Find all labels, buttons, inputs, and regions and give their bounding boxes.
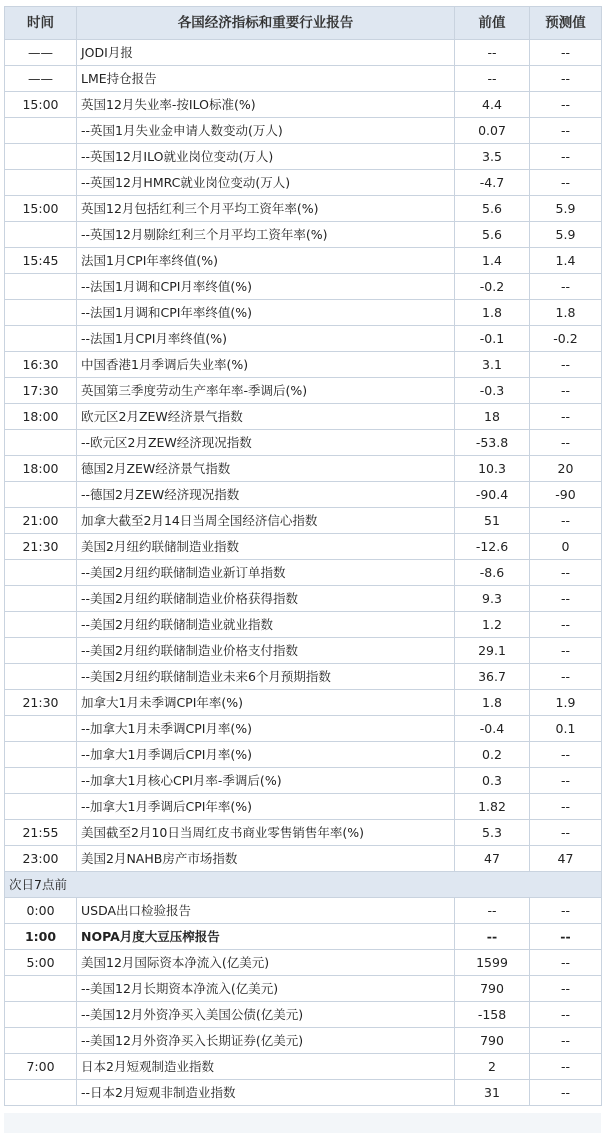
- forecast-value: --: [530, 768, 602, 794]
- indicator-name: --加拿大1月核心CPI月率-季调后(%): [77, 768, 455, 794]
- indicator-name: --英国12月HMRC就业岗位变动(万人): [77, 170, 455, 196]
- table-header-row: [5, 7, 602, 40]
- table-row: [5, 1002, 602, 1028]
- table-row: [5, 950, 602, 976]
- table-row: [5, 768, 602, 794]
- forecast-value: 20: [530, 456, 602, 482]
- table-row: [5, 1028, 602, 1054]
- previous-value: 4.4: [455, 92, 530, 118]
- previous-value: 1.8: [455, 690, 530, 716]
- event-time: [5, 794, 77, 820]
- forecast-value: --: [530, 820, 602, 846]
- previous-value: 5.6: [455, 196, 530, 222]
- table-row: [5, 170, 602, 196]
- forecast-value: --: [530, 1080, 602, 1106]
- event-time: [5, 1028, 77, 1054]
- forecast-value: --: [530, 950, 602, 976]
- forecast-value: --: [530, 378, 602, 404]
- indicator-name: --美国12月外资净买入美国公债(亿美元): [77, 1002, 455, 1028]
- table-row: [5, 820, 602, 846]
- event-time: 21:30: [5, 690, 77, 716]
- event-time: [5, 768, 77, 794]
- indicator-name: --欧元区2月ZEW经济现况指数: [77, 430, 455, 456]
- event-time: 5:00: [5, 950, 77, 976]
- event-time: ——: [5, 40, 77, 66]
- indicator-name: --美国2月纽约联储制造业未来6个月预期指数: [77, 664, 455, 690]
- event-time: 1:00: [5, 924, 77, 950]
- indicator-name: --美国12月长期资本净流入(亿美元): [77, 976, 455, 1002]
- previous-value: -12.6: [455, 534, 530, 560]
- indicator-name: 美国12月国际资本净流入(亿美元): [77, 950, 455, 976]
- forecast-value: --: [530, 1002, 602, 1028]
- previous-value: --: [455, 924, 530, 950]
- forecast-value: --: [530, 586, 602, 612]
- table-row: [5, 482, 602, 508]
- table-row: [5, 144, 602, 170]
- header-indicator: 各国经济指标和重要行业报告: [77, 7, 455, 40]
- forecast-value: --: [530, 612, 602, 638]
- forecast-value: 5.9: [530, 196, 602, 222]
- table-row: [5, 66, 602, 92]
- event-time: ——: [5, 66, 77, 92]
- table-row: [5, 326, 602, 352]
- table-row: [5, 300, 602, 326]
- event-time: [5, 326, 77, 352]
- forecast-value: -0.2: [530, 326, 602, 352]
- event-time: 17:30: [5, 378, 77, 404]
- event-time: 15:00: [5, 92, 77, 118]
- event-time: [5, 1080, 77, 1106]
- table-row: [5, 92, 602, 118]
- indicator-name: 英国12月失业率-按ILO标准(%): [77, 92, 455, 118]
- indicator-name: USDA出口检验报告: [77, 898, 455, 924]
- forecast-value: 5.9: [530, 222, 602, 248]
- previous-value: 1.4: [455, 248, 530, 274]
- indicator-name: NOPA月度大豆压榨报告: [77, 924, 455, 950]
- event-time: [5, 586, 77, 612]
- forecast-value: --: [530, 40, 602, 66]
- forecast-value: --: [530, 794, 602, 820]
- forecast-value: --: [530, 508, 602, 534]
- indicator-name: --加拿大1月季调后CPI月率(%): [77, 742, 455, 768]
- forecast-value: 1.8: [530, 300, 602, 326]
- section-row: [5, 872, 602, 898]
- event-time: [5, 274, 77, 300]
- table-row: [5, 716, 602, 742]
- event-time: [5, 638, 77, 664]
- event-time: 15:00: [5, 196, 77, 222]
- table-row: [5, 40, 602, 66]
- table-row: [5, 456, 602, 482]
- table-row: [5, 196, 602, 222]
- table-row: [5, 404, 602, 430]
- previous-value: 10.3: [455, 456, 530, 482]
- forecast-value: --: [530, 144, 602, 170]
- event-time: [5, 560, 77, 586]
- forecast-value: --: [530, 924, 602, 950]
- table-row: [5, 664, 602, 690]
- forecast-value: --: [530, 118, 602, 144]
- economic-calendar-table: [4, 6, 602, 1106]
- previous-value: 1.82: [455, 794, 530, 820]
- previous-value: 9.3: [455, 586, 530, 612]
- previous-value: -0.2: [455, 274, 530, 300]
- forecast-value: --: [530, 274, 602, 300]
- previous-value: 3.5: [455, 144, 530, 170]
- table-row: [5, 534, 602, 560]
- previous-value: -90.4: [455, 482, 530, 508]
- previous-value: 1.2: [455, 612, 530, 638]
- table-row: [5, 638, 602, 664]
- event-time: 16:30: [5, 352, 77, 378]
- indicator-name: LME持仓报告: [77, 66, 455, 92]
- indicator-name: 欧元区2月ZEW经济景气指数: [77, 404, 455, 430]
- event-time: 18:00: [5, 456, 77, 482]
- table-row: [5, 742, 602, 768]
- event-time: 18:00: [5, 404, 77, 430]
- forecast-value: --: [530, 66, 602, 92]
- forecast-value: --: [530, 404, 602, 430]
- event-time: [5, 482, 77, 508]
- table-row: [5, 118, 602, 144]
- table-row: [5, 898, 602, 924]
- indicator-name: 德国2月ZEW经济景气指数: [77, 456, 455, 482]
- indicator-name: --加拿大1月季调后CPI年率(%): [77, 794, 455, 820]
- indicator-name: 加拿大截至2月14日当周全国经济信心指数: [77, 508, 455, 534]
- event-time: [5, 170, 77, 196]
- table-row: [5, 690, 602, 716]
- indicator-name: --法国1月调和CPI年率终值(%): [77, 300, 455, 326]
- indicator-name: --法国1月CPI月率终值(%): [77, 326, 455, 352]
- table-row: [5, 508, 602, 534]
- table-row: [5, 248, 602, 274]
- previous-value: 51: [455, 508, 530, 534]
- table-row: [5, 612, 602, 638]
- table-row: [5, 586, 602, 612]
- table-row: [5, 976, 602, 1002]
- header-previous: 前值: [455, 7, 530, 40]
- footer-strip: [4, 1113, 601, 1133]
- event-time: [5, 222, 77, 248]
- event-time: 21:55: [5, 820, 77, 846]
- previous-value: --: [455, 898, 530, 924]
- indicator-name: --日本2月短观非制造业指数: [77, 1080, 455, 1106]
- forecast-value: 1.4: [530, 248, 602, 274]
- event-time: [5, 742, 77, 768]
- section-label: 次日7点前: [5, 872, 602, 898]
- indicator-name: 英国12月包括红利三个月平均工资年率(%): [77, 196, 455, 222]
- previous-value: 31: [455, 1080, 530, 1106]
- table-body: [5, 40, 602, 1106]
- indicator-name: 英国第三季度劳动生产率年率-季调后(%): [77, 378, 455, 404]
- indicator-name: --美国2月纽约联储制造业新订单指数: [77, 560, 455, 586]
- forecast-value: -90: [530, 482, 602, 508]
- table-row: [5, 794, 602, 820]
- indicator-name: --美国2月纽约联储制造业价格支付指数: [77, 638, 455, 664]
- event-time: 15:45: [5, 248, 77, 274]
- indicator-name: 加拿大1月未季调CPI年率(%): [77, 690, 455, 716]
- previous-value: 790: [455, 1028, 530, 1054]
- previous-value: 790: [455, 976, 530, 1002]
- forecast-value: --: [530, 742, 602, 768]
- event-time: [5, 300, 77, 326]
- table-row: [5, 1054, 602, 1080]
- previous-value: 0.2: [455, 742, 530, 768]
- header-time: 时间: [5, 7, 77, 40]
- indicator-name: 法国1月CPI年率终值(%): [77, 248, 455, 274]
- forecast-value: --: [530, 664, 602, 690]
- previous-value: --: [455, 40, 530, 66]
- indicator-name: JODI月报: [77, 40, 455, 66]
- event-time: [5, 144, 77, 170]
- indicator-name: --英国12月ILO就业岗位变动(万人): [77, 144, 455, 170]
- previous-value: 2: [455, 1054, 530, 1080]
- header-forecast: 预测值: [530, 7, 602, 40]
- previous-value: 36.7: [455, 664, 530, 690]
- indicator-name: --美国2月纽约联储制造业就业指数: [77, 612, 455, 638]
- event-time: [5, 976, 77, 1002]
- forecast-value: 47: [530, 846, 602, 872]
- previous-value: -0.1: [455, 326, 530, 352]
- indicator-name: --德国2月ZEW经济现况指数: [77, 482, 455, 508]
- forecast-value: --: [530, 352, 602, 378]
- previous-value: 18: [455, 404, 530, 430]
- table-row: [5, 560, 602, 586]
- forecast-value: --: [530, 430, 602, 456]
- previous-value: 0.3: [455, 768, 530, 794]
- event-time: [5, 118, 77, 144]
- previous-value: 0.07: [455, 118, 530, 144]
- event-time: [5, 716, 77, 742]
- event-time: 23:00: [5, 846, 77, 872]
- forecast-value: --: [530, 92, 602, 118]
- forecast-value: --: [530, 170, 602, 196]
- table-row: [5, 1080, 602, 1106]
- previous-value: -53.8: [455, 430, 530, 456]
- indicator-name: 美国2月NAHB房产市场指数: [77, 846, 455, 872]
- event-time: [5, 1002, 77, 1028]
- indicator-name: 中国香港1月季调后失业率(%): [77, 352, 455, 378]
- previous-value: 3.1: [455, 352, 530, 378]
- indicator-name: --法国1月调和CPI月率终值(%): [77, 274, 455, 300]
- table-row: [5, 352, 602, 378]
- event-time: [5, 612, 77, 638]
- event-time: [5, 664, 77, 690]
- table-row: [5, 846, 602, 872]
- previous-value: -0.4: [455, 716, 530, 742]
- indicator-name: --加拿大1月未季调CPI月率(%): [77, 716, 455, 742]
- previous-value: --: [455, 66, 530, 92]
- table-row: [5, 378, 602, 404]
- table-row: [5, 430, 602, 456]
- previous-value: 47: [455, 846, 530, 872]
- forecast-value: --: [530, 1054, 602, 1080]
- forecast-value: 1.9: [530, 690, 602, 716]
- previous-value: 1.8: [455, 300, 530, 326]
- forecast-value: --: [530, 560, 602, 586]
- previous-value: 1599: [455, 950, 530, 976]
- forecast-value: 0: [530, 534, 602, 560]
- previous-value: 5.3: [455, 820, 530, 846]
- forecast-value: 0.1: [530, 716, 602, 742]
- previous-value: -4.7: [455, 170, 530, 196]
- event-time: 21:00: [5, 508, 77, 534]
- forecast-value: --: [530, 638, 602, 664]
- indicator-name: --美国2月纽约联储制造业价格获得指数: [77, 586, 455, 612]
- forecast-value: --: [530, 898, 602, 924]
- table-row: [5, 274, 602, 300]
- indicator-name: --英国1月失业金申请人数变动(万人): [77, 118, 455, 144]
- previous-value: 29.1: [455, 638, 530, 664]
- event-time: 0:00: [5, 898, 77, 924]
- previous-value: -158: [455, 1002, 530, 1028]
- previous-value: 5.6: [455, 222, 530, 248]
- table-row: [5, 222, 602, 248]
- indicator-name: 美国2月纽约联储制造业指数: [77, 534, 455, 560]
- event-time: 7:00: [5, 1054, 77, 1080]
- forecast-value: --: [530, 1028, 602, 1054]
- previous-value: -0.3: [455, 378, 530, 404]
- forecast-value: --: [530, 976, 602, 1002]
- event-time: 21:30: [5, 534, 77, 560]
- table-row: [5, 924, 602, 950]
- event-time: [5, 430, 77, 456]
- indicator-name: 美国截至2月10日当周红皮书商业零售销售年率(%): [77, 820, 455, 846]
- previous-value: -8.6: [455, 560, 530, 586]
- indicator-name: --美国12月外资净买入长期证券(亿美元): [77, 1028, 455, 1054]
- indicator-name: 日本2月短观制造业指数: [77, 1054, 455, 1080]
- indicator-name: --英国12月剔除红利三个月平均工资年率(%): [77, 222, 455, 248]
